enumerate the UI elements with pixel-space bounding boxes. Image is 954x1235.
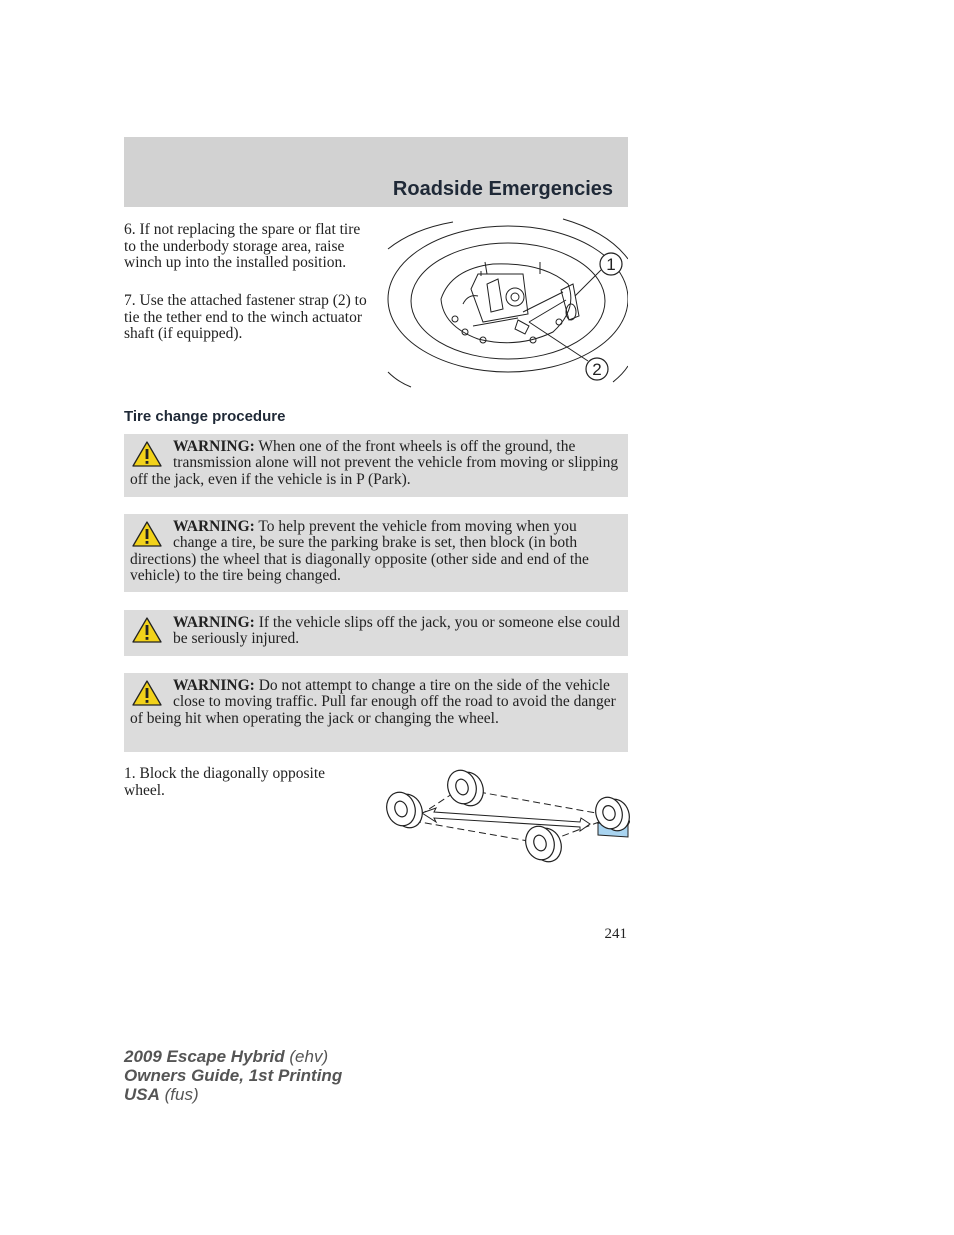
step-1-text: 1. Block the diagonally opposite wheel. (124, 765, 326, 799)
section-header-band (124, 137, 628, 207)
warning-box-3 (124, 610, 628, 656)
page-number: 241 (604, 926, 627, 942)
callout-1-label: 1 (606, 255, 616, 274)
section-title: Roadside Emergencies (392, 178, 613, 200)
footer-line-1: 2009 Escape Hybrid (ehv) (124, 1047, 329, 1066)
block-diagonal-wheel-illustration (384, 765, 630, 865)
spare-tire-winch-illustration (383, 214, 628, 389)
warning-triangle-icon (131, 440, 163, 468)
callout-2-label: 2 (592, 360, 602, 379)
warning-box-2 (124, 514, 628, 592)
footer-line-3: USA (fus) (124, 1085, 199, 1104)
step-7-text: 7. Use the attached fastener strap (2) to tie the tether end to the winch actuator shaft (if equipped). (124, 292, 367, 342)
warning-label: WARNING: (173, 518, 255, 535)
warning-label: WARNING: (173, 677, 255, 694)
document-footer (124, 1047, 342, 1104)
warning-triangle-icon (131, 520, 163, 548)
warning-box-4 (124, 673, 628, 752)
warning-text: To help prevent the vehicle from moving when you change a tire, be sure the parking brake is set, then block (in both directions) the wheel that is diagonally opposite (other side and end of the vehicle) to the tire being changed. (130, 518, 589, 585)
warning-label: WARNING: (173, 614, 255, 631)
footer-line-2: Owners Guide, 1st Printing (124, 1066, 343, 1085)
section-heading: Tire change procedure (124, 408, 286, 425)
warning-label: WARNING: (173, 438, 255, 455)
step-6-text: 6. If not replacing the spare or flat tire to the underbody storage area, raise winch up into the installed position. (124, 221, 361, 271)
warning-text: If the vehicle slips off the jack, you or someone else could be seriously injured. (173, 614, 620, 648)
warning-text: Do not attempt to change a tire on the side of the vehicle close to moving traffic. Pull far enough off the road to avoid the danger of being hit when operating the jack or changing the wheel. (130, 677, 616, 727)
warning-triangle-icon (131, 616, 163, 644)
warning-box-1 (124, 434, 628, 497)
warning-text: When one of the front wheels is off the ground, the transmission alone will not prevent the vehicle from moving or slipping off the jack, even if the vehicle is in P (Park). (130, 438, 619, 488)
warning-triangle-icon (131, 679, 163, 707)
